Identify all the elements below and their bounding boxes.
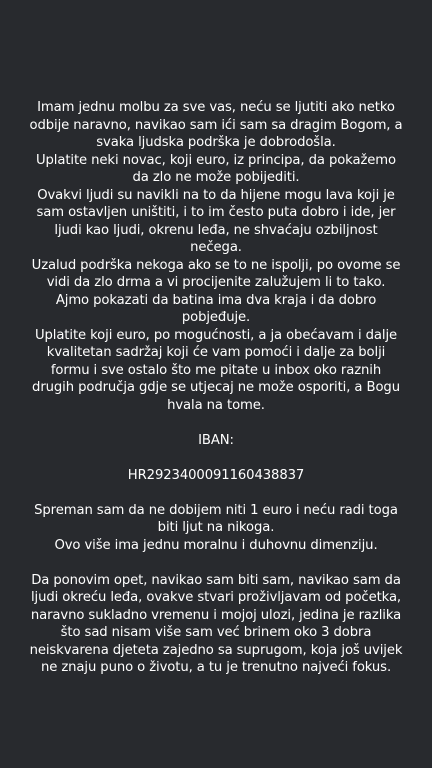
story-paragraph-1: Imam jednu molbu za sve vas, neću se ljutiti ako netko odbije naravno, navikao sam ići sam sa dragim Bogom, a svaka ljudska podrška je dobrodošla. xyxy=(29,100,403,150)
closing-paragraph-3: Da ponovim opet, navikao sam biti sam, navikao sam da ljudi okreću leđa, ovakve stvari proživljavam od početka, naravno sukladno vremenu i mojoj ulozi, jedina je razlika što sad nisam više sam već brinem oko 3 dobra neiskvarena djeteta zajedno sa suprugom, koja još uvijek ne znaju puno o životu, a tu je trenutno najveći fokus. xyxy=(29,572,403,675)
story-paragraph-3: Ovakvi ljudi su navikli na to da hijene mogu lava koji je sam ostavljen uništiti, i to im često puta dobro i ide, jer ljudi kao ljudi, okrenu leđa, ne shvaćaju ozbiljnost nečega. xyxy=(36,187,396,255)
iban-label: IBAN: xyxy=(198,432,234,448)
iban-value: HR2923400091160438837 xyxy=(127,467,305,483)
story-paragraph-6: Uplatite koji euro, po mogućnosti, a ja obećavam i dalje kvalitetan sadržaj koji će vam pomoći i dalje za bolji formu i sve ostalo što me pitate u inbox oko raznih drugih područja gdje se utjecaj ne može osporiti, a Bogu hvala na tome. xyxy=(32,327,400,413)
closing-paragraph-1: Spreman sam da ne dobijem niti 1 euro i neću radi toga biti ljut na nikoga. xyxy=(34,502,398,535)
story-paragraph-2: Uplatite neki novac, koji euro, iz principa, da pokažemo da zlo ne može pobijediti. xyxy=(35,152,397,185)
story-paragraph-5: Ajmo pokazati da batina ima dva kraja i da dobro pobjeđuje. xyxy=(55,292,377,325)
spacer xyxy=(28,449,404,467)
spacer xyxy=(28,414,404,432)
story-paragraph-4: Uzalud podrška nekoga ako se to ne ispolji, po ovome se vidi da zlo drma a vi procijenite zalužujem li to tako. xyxy=(31,257,401,290)
closing-paragraph-2: Ovo više ima jednu moralnu i duhovnu dimenziju. xyxy=(54,537,378,553)
spacer xyxy=(28,484,404,502)
spacer xyxy=(28,554,404,572)
story-text-block xyxy=(28,99,404,677)
